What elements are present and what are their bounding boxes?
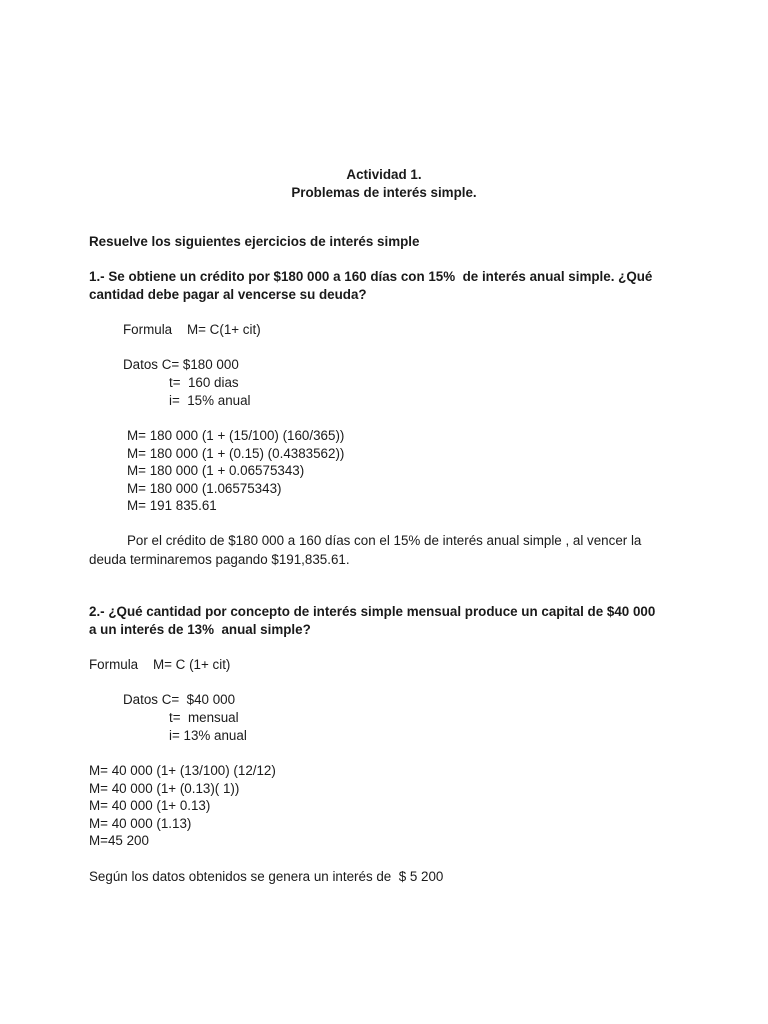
problem1-conclusion-line2: deuda terminaremos pagando $191,835.61. xyxy=(89,552,350,567)
problem1-step-4: M= 180 000 (1.06575343) xyxy=(127,481,282,496)
problem1-conclusion-line1: Por el crédito de $180 000 a 160 días con el 15% de interés anual simple , al vencer la xyxy=(127,533,642,548)
problem1-formula: Formula M= C(1+ cit) xyxy=(123,322,261,337)
problem2-step-1: M= 40 000 (1+ (13/100) (12/12) xyxy=(89,763,276,778)
problem2-datos-i: i= 13% anual xyxy=(169,728,247,743)
problem1-datos-t: t= 160 dias xyxy=(169,375,239,390)
instructions: Resuelve los siguientes ejercicios de interés simple xyxy=(89,234,420,249)
problem2-question-line2: a un interés de 13% anual simple? xyxy=(89,622,311,637)
page-subtitle: Problemas de interés simple. xyxy=(291,185,477,200)
problem2-conclusion: Según los datos obtenidos se genera un interés de $ 5 200 xyxy=(89,869,444,884)
problem1-step-2: M= 180 000 (1 + (0.15) (0.4383562)) xyxy=(127,446,345,461)
problem1-step-1: M= 180 000 (1 + (15/100) (160/365)) xyxy=(127,428,345,443)
problem2-step-2: M= 40 000 (1+ (0.13)( 1)) xyxy=(89,781,240,796)
problem2-step-5: M=45 200 xyxy=(89,833,149,848)
problem2-formula: Formula M= C (1+ cit) xyxy=(89,657,231,672)
problem1-step-3: M= 180 000 (1 + 0.06575343) xyxy=(127,463,305,478)
page-title: Actividad 1. xyxy=(346,167,422,182)
problem2-step-3: M= 40 000 (1+ 0.13) xyxy=(89,798,211,813)
problem2-step-4: M= 40 000 (1.13) xyxy=(89,816,192,831)
problem2-datos-c: Datos C= $40 000 xyxy=(123,692,236,707)
problem1-datos-i: i= 15% anual xyxy=(169,393,251,408)
problem1-question-line2: cantidad debe pagar al vencerse su deuda? xyxy=(89,287,367,302)
problem2-question-line1: 2.- ¿Qué cantidad por concepto de interés simple mensual produce un capital de $40 000 xyxy=(89,604,656,619)
problem1-question-line1: 1.- Se obtiene un crédito por $180 000 a 160 días con 15% de interés anual simple. ¿Qué xyxy=(89,269,653,284)
problem1-datos-c: Datos C= $180 000 xyxy=(123,357,239,372)
problem1-step-5: M= 191 835.61 xyxy=(127,498,217,513)
problem2-datos-t: t= mensual xyxy=(169,710,239,725)
